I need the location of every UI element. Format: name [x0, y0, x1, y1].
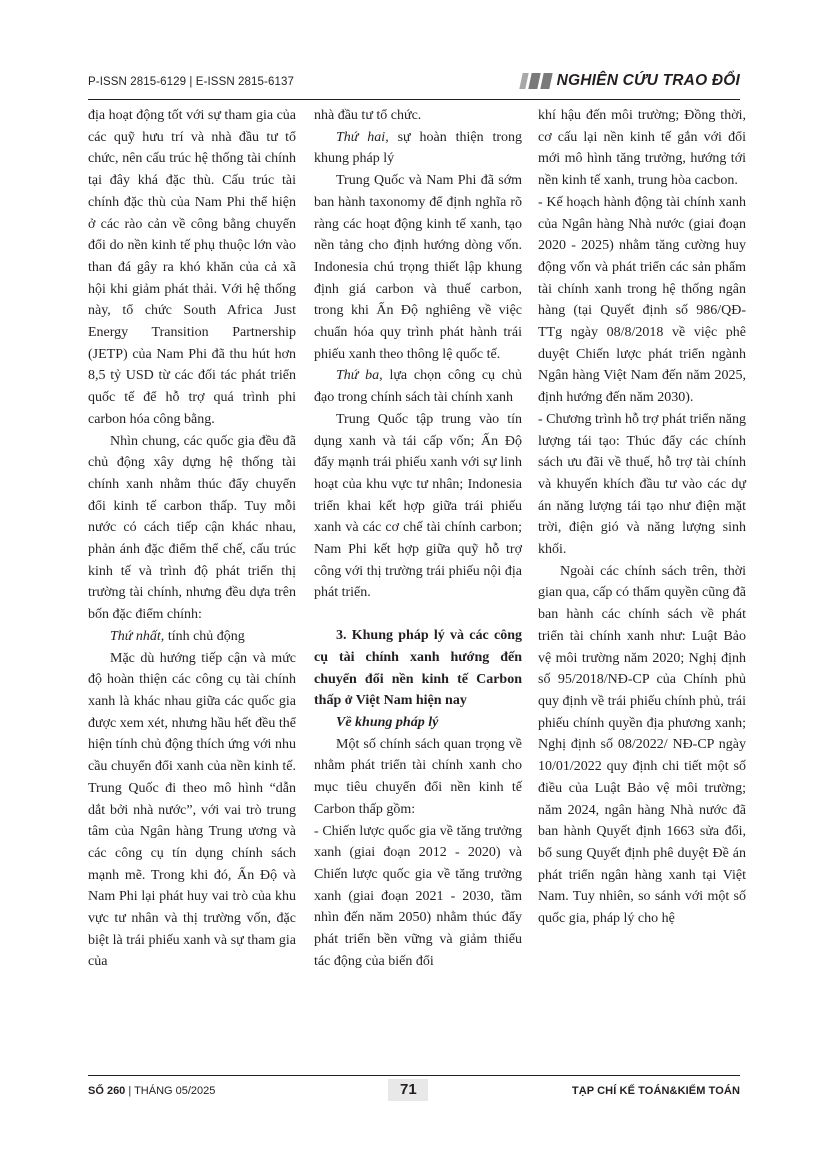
point-heading: [88, 626, 296, 648]
point-heading: [314, 127, 522, 170]
paragraph: địa hoạt động tốt với sự tham gia của các quỹ hưu trí và nhà đầu tư tổ chức, nên cấu trúc hệ thống tài chính tại đây khá đặc thù. Cấu trúc tài chính đặc thù của Nam Phi thể hiện ở các rào cản về công bằng chuyển đổi do nền kinh tế phụ thuộc lớn vào than đá gây ra khó khăn của cả xã hội khi giảm phát thải. Với hệ thống này, tổ chức South Africa Just Energy Transition Partnership (JETP) của Nam Phi đã thu hút hơn 8,5 tỷ USD từ các đối tác phát triển quốc tế để hỗ trợ quá trình phi carbon hóa công bằng.: [88, 108, 296, 427]
list-item: - Chương trình hỗ trợ phát triển năng lượng tái tạo: Thúc đẩy các chính sách ưu đãi về thuế, hỗ trợ tài chính và khuyến khích đầu tư vào các dự án năng lượng tái tạo như điện mặt trời, điện gió và năng lượng sinh khối.: [538, 411, 746, 558]
list-item: - Chiến lược quốc gia về tăng trưởng xanh (giai đoạn 2012 - 2020) và Chiến lược quốc gia về tăng trưởng xanh (giai đoạn 2021 - 2030, tầm nhìn đến năm 2050) nhằm thúc đẩy phát triển bền vững và giảm thiểu tác động của biến đổi: [314, 823, 522, 969]
point-label: Thứ hai,: [336, 129, 389, 145]
header-divider: [88, 99, 740, 100]
section-title: NGHIÊN CỨU TRAO ĐỔI: [556, 72, 740, 89]
section-heading: 3. Khung pháp lý và các công cụ tài chính xanh hướng đến chuyển đổi nền kinh tế Carbon thấp ở Việt Nam hiện nay: [314, 628, 522, 709]
point-label: Thứ ba,: [336, 368, 383, 384]
column-3: [538, 105, 746, 930]
column-1: [88, 105, 296, 973]
subsection-heading: Về khung pháp lý: [336, 714, 439, 730]
point-text: sự hoàn thiện trong khung pháp lý: [314, 129, 523, 167]
paragraph: Mặc dù hướng tiếp cận và mức độ hoàn thiện các công cụ tài chính xanh là khác nhau giữa các quốc gia được xem xét, nhưng hầu hết đều thể hiện tính chủ động thích ứng với nhu cầu chuyển đổi xanh của nền kinh tế. Trung Quốc đi theo mô hình “dẫn dắt bởi nhà nước”, với vai trò trung tâm của Ngân hàng Trung ương và các công cụ tín dụng chính sách mạnh mẽ. Trong khi đó, Ấn Độ và Nam Phi lại phát huy vai trò của khu vực tư nhân và thị trường vốn, đặc biệt là trái phiếu xanh và sự tham gia của: [88, 650, 296, 970]
issn-text: P-ISSN 2815-6129 | E-ISSN 2815-6137: [88, 76, 294, 88]
issue-info: [88, 1085, 215, 1097]
paragraph: Ngoài các chính sách trên, thời gian qua, cấp có thẩm quyền cũng đã ban hành các chính sách về phát triển tài chính xanh như: Luật Bảo vệ môi trường năm 2020; Nghị định số 95/2018/NĐ-CP của Chính phủ quy định về trái phiếu chính phủ, trái phiếu chính quyền địa phương xanh; Nghị định số 08/2022/ NĐ-CP ngày 10/01/2022 quy định chi tiết một số điều của Luật Bảo vệ môi trường; năm 2024, ngân hàng Nhà nước đã ban hành Quyết định 1663 sửa đổi, bổ sung Quyết định phê duyệt Đề án phát triển ngân hàng xanh tại Việt Nam. Tuy nhiên, so sánh với một số quốc gia, pháp lý cho hệ: [538, 563, 746, 927]
paragraph: Một số chính sách quan trọng về nhằm phát triển tài chính xanh cho mục tiêu chuyển đổi nền kinh tế Carbon thấp gồm:: [314, 736, 522, 817]
page-footer: [88, 1081, 740, 1105]
list-item: - Kế hoạch hành động tài chính xanh của Ngân hàng Nhà nước (giai đoạn 2020 - 2025) nhằm tăng cường huy động vốn và phát triển các sản phẩm tài chính xanh trong hệ thống ngân hàng (tại Quyết định số 986/QĐ-TTg ngày 08/8/2018 về việc phê duyệt Chiến lược phát triển ngành Ngân hàng Việt Nam đến năm 2025, định hướng đến năm 2030).: [538, 194, 746, 406]
point-label: Thứ nhất,: [110, 628, 165, 644]
page-header: [88, 72, 740, 100]
column-2: [314, 105, 522, 972]
paragraph: khí hậu đến môi trường; Đồng thời, cơ cấu lại nền kinh tế gắn với đổi mới mô hình tăng trưởng, hướng tới nền kinh tế xanh, trung hòa cacbon.: [538, 108, 746, 189]
journal-name: TẠP CHÍ KẾ TOÁN&KIỂM TOÁN: [571, 1085, 740, 1097]
point-text: tính chủ động: [164, 628, 245, 644]
paragraph: Trung Quốc và Nam Phi đã sớm ban hành taxonomy để định nghĩa rõ ràng các hoạt động kinh tế xanh, tạo nền tảng cho định hướng dòng vốn. Indonesia chú trọng thiết lập khung định giá carbon và thuế carbon, trong khi Ấn Độ nghiêng về việc chuẩn hóa quy trình phát hành trái phiếu xanh theo thông lệ quốc tế.: [314, 173, 522, 362]
page-number: 71: [400, 1081, 417, 1098]
issue-date: | THÁNG 05/2025: [125, 1085, 216, 1097]
section-label: [521, 72, 740, 90]
paragraph: Trung Quốc tập trung vào tín dụng xanh và tái cấp vốn; Ấn Độ đẩy mạnh trái phiếu xanh với sự linh hoạt của khu vực tư nhân; Indonesia triển khai kết hợp giữa trái phiếu xanh và các cơ chế tài chính carbon; Nam Phi kết hợp giữa quỹ hỗ trợ công với thị trường trái phiếu nội địa phát triển.: [314, 411, 522, 601]
article-body: [88, 105, 746, 1070]
paragraph: nhà đầu tư tổ chức.: [314, 108, 422, 123]
footer-divider: [88, 1075, 740, 1076]
spacer: [314, 604, 522, 625]
issue-number: SỐ 260: [88, 1085, 126, 1097]
paragraph: Nhìn chung, các quốc gia đều đã chủ động xây dựng hệ thống tài chính xanh nhằm thúc đẩy chuyển đổi kinh tế carbon thấp. Tuy mỗi nước có cách tiếp cận khác nhau, phản ánh đặc điểm thể chế, cấu trúc kinh tế và trình độ phát triển thị trường tài chính, nhưng đều dựa trên bốn đặc điểm chính:: [88, 433, 296, 623]
section-bars-icon: [521, 73, 551, 89]
point-text: lựa chọn công cụ chủ đạo trong chính sách tài chính xanh: [314, 368, 523, 406]
point-heading: [314, 365, 522, 408]
